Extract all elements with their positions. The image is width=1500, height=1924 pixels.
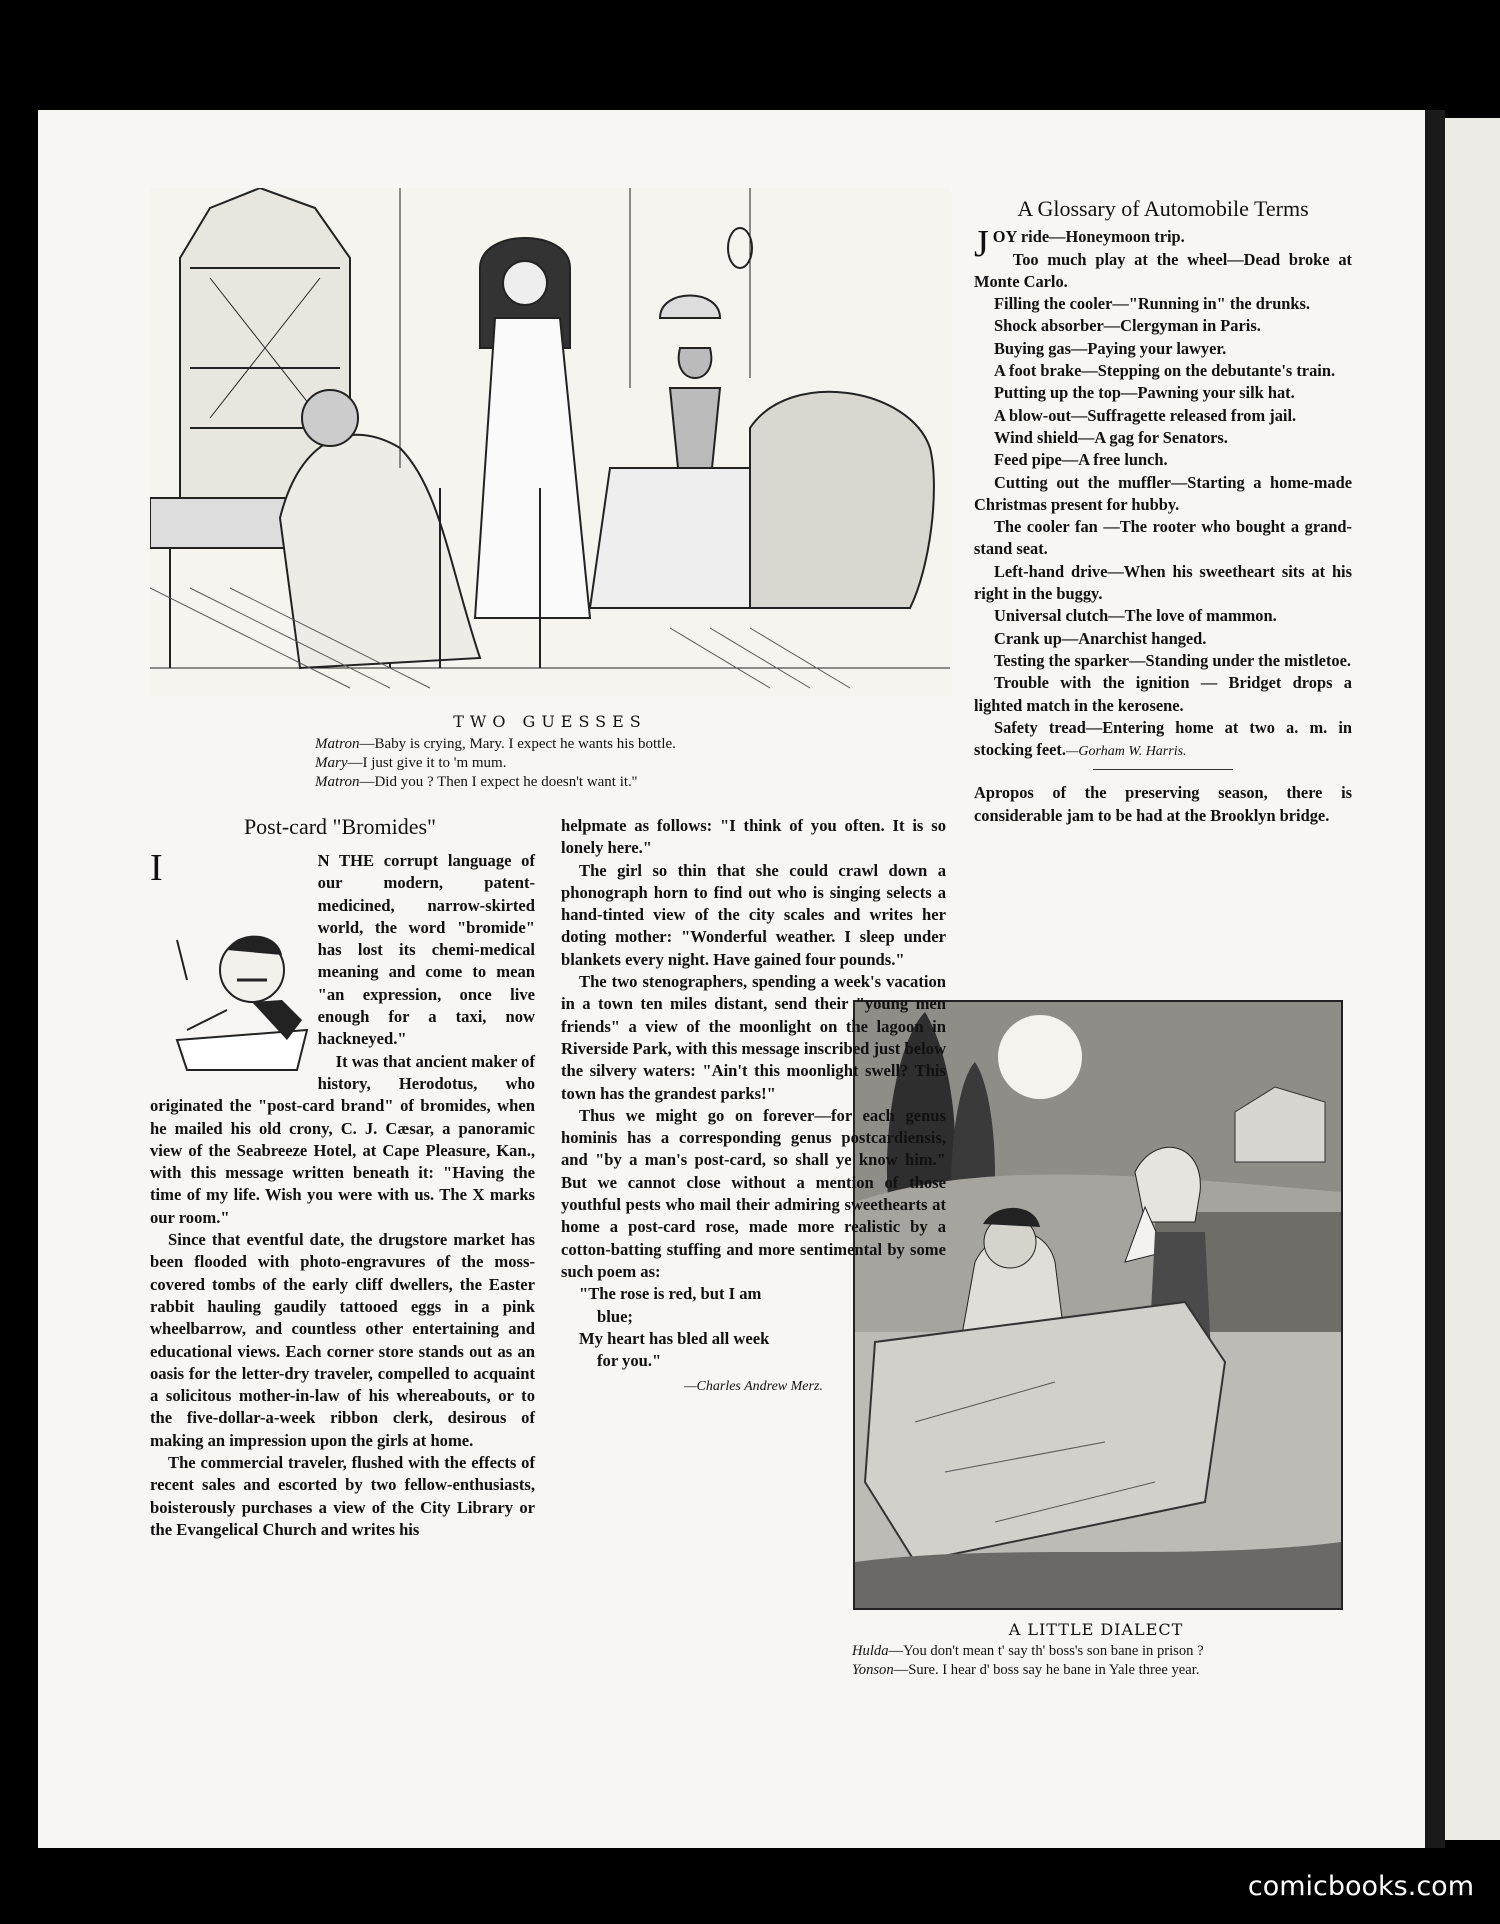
speaker: Hulda bbox=[852, 1643, 889, 1659]
two-guesses-illustration bbox=[150, 188, 950, 696]
speaker: Mary bbox=[315, 755, 348, 771]
glossary-column bbox=[974, 198, 1352, 827]
watermark: comicbooks.com bbox=[1247, 1871, 1474, 1902]
glossary-item: Testing the sparker—Standing under the mistletoe. bbox=[994, 650, 1351, 670]
glossary-item: Safety tread—Entering home at two a. m. in stocking feet.—Gorham W. Harris. bbox=[974, 717, 1352, 760]
next-page-edge bbox=[1445, 118, 1500, 1840]
paragraph: helpmate as follows: "I think of you often. It is so lonely here." bbox=[561, 816, 946, 858]
dialogue-line: Yonson—Sure. I hear d' boss say he bane in Yale three year. bbox=[852, 1662, 1200, 1678]
dialogue-line: Matron—Baby is crying, Mary. I expect he wants his bottle. bbox=[315, 736, 676, 752]
bromides-byline: —Charles Andrew Merz. bbox=[684, 1379, 823, 1395]
little-dialect-caption-title: A LITTLE DIALECT bbox=[1008, 1620, 1184, 1639]
bromides-title: Post-card "Bromides" bbox=[243, 814, 437, 839]
paragraph: The two stenographers, spending a week's vacation in a town ten miles distant, send their "young men friends" a view of the moonlight on the lagoon in Riverside Park, with this message inscribed just below the silvery waters: "Ain't this moonlight swell? This town has the grandest parks!" bbox=[561, 972, 946, 1103]
dialogue-line: Mary—I just give it to 'm mum. bbox=[315, 755, 507, 771]
glossary-item: Left-hand drive—When his sweetheart sits at his right in the buggy. bbox=[974, 561, 1352, 604]
glossary-title: A Glossary of Automobile Terms bbox=[1017, 196, 1309, 221]
poem-line: "The rose is red, but I am bbox=[579, 1284, 762, 1304]
writer-vignette-illustration bbox=[167, 920, 312, 1085]
paragraph: Thus we might go on forever—for each genus hominis has a corresponding genus postcardiensis, and "by a man's post-card, so shall ye know him." But we cannot close without a mention of those youthful pests who mail their admiring sweethearts at home a post-card rose, made more realistic by a cotton-batting stuffing and more sentimental by some such poem as: bbox=[561, 1105, 946, 1281]
dialogue-line: Hulda—You don't mean t' say th' boss's son bane in prison ? bbox=[852, 1643, 1204, 1659]
glossary-item: Buying gas—Paying your lawyer. bbox=[994, 338, 1227, 358]
paragraph: It was that ancient maker of history, Herodotus, who originated the "post-card brand" of bromides, when he mailed his old crony, C. J. Cæsar, a panoramic view of the Seabreeze Hotel, at Cape Pleasure, Kan., with this message written beneath it: "Having the time of my life. Wish you were with us. The X marks our room." bbox=[150, 1051, 535, 1227]
speaker: Yonson bbox=[852, 1662, 894, 1678]
section-divider bbox=[1093, 769, 1233, 770]
two-guesses-caption-title: TWO GUESSES bbox=[453, 712, 647, 731]
glossary-item: A foot brake—Stepping on the debutante's train. bbox=[994, 361, 1336, 381]
paragraph: The girl so thin that she could crawl down a phonograph horn to find out who is singing selects a hand-tinted view of the city scales and writes her doting mother: "Wonderful weather. I sleep under blankets every night. Have gained four pounds." bbox=[561, 860, 946, 969]
parlor-scene-drawing bbox=[150, 188, 950, 696]
glossary-item: Shock absorber—Clergyman in Paris. bbox=[994, 316, 1261, 336]
dialogue-line: Matron—Did you ? Then I expect he doesn't want it.'' bbox=[315, 774, 638, 790]
glossary-item: Too much play at the wheel—Dead broke at Monte Carlo. bbox=[974, 249, 1352, 291]
poem bbox=[561, 1283, 946, 1372]
glossary-item: Wind shield—A gag for Senators. bbox=[994, 427, 1228, 447]
glossary-item: JOY ride—Honeymoon trip. bbox=[974, 223, 1185, 266]
poem-line: for you." bbox=[597, 1351, 662, 1371]
glossary-item: Filling the cooler—"Running in" the drunks. bbox=[994, 294, 1311, 314]
glossary-item: Crank up—Anarchist hanged. bbox=[994, 628, 1207, 648]
glossary-item: Trouble with the ignition — Bridget drops a lighted match in the kerosene. bbox=[974, 673, 1352, 715]
bromides-column-2 bbox=[561, 815, 946, 1399]
speaker: Matron bbox=[315, 736, 360, 752]
drop-cap: J bbox=[974, 223, 989, 266]
paragraph: Since that eventful date, the drugstore market has been flooded with photo-engravures of the moss-covered tombs of the early cliff dwellers, the Easter rabbit hauling gaudily tattooed eggs in a pink wheelbarrow, and countless other entertaining and educational views. Each corner store stands out as an oasis for the letter-dry traveler, compelled to acquaint a solicitous mother-in-law of his whereabouts, or to the five-dollar-a-week ribbon clerk, desirous of making an impression upon the girls at home. bbox=[150, 1230, 535, 1450]
paragraph: I N THE corrupt language of our modern, patent-medicined, narrow-skirted world, the word "bromide" has lost its chemi-medical meaning and come to mean "an expression, once live enough for a taxi, now hackneyed." bbox=[150, 850, 535, 1051]
glossary-byline: —Gorham W. Harris. bbox=[1065, 744, 1187, 760]
little-dialect-dialogue bbox=[852, 1642, 1352, 1680]
poem-line: My heart has bled all week bbox=[579, 1328, 770, 1348]
poem-line: blue; bbox=[597, 1306, 633, 1326]
glossary-item: Cutting out the muffler—Starting a home-made Christmas present for hubby. bbox=[974, 472, 1352, 514]
page-spine bbox=[1425, 110, 1445, 1848]
glossary-item: Putting up the top—Pawning your silk hat. bbox=[994, 383, 1295, 403]
jam-note: Apropos of the preserving season, there is considerable jam to be had at the Brooklyn bridge. bbox=[974, 783, 1352, 825]
drop-cap: I bbox=[150, 847, 163, 889]
glossary-item: Universal clutch—The love of mammon. bbox=[994, 606, 1277, 626]
two-guesses-dialogue bbox=[315, 735, 875, 792]
bromides-column-1 bbox=[150, 847, 535, 1541]
paragraph: The commercial traveler, flushed with the effects of recent sales and escorted by two fellow-enthusiasts, boisterously purchases a view of the City Library or the Evangelical Church and writes his bbox=[150, 1453, 535, 1539]
glossary-item: The cooler fan —The rooter who bought a grand-stand seat. bbox=[974, 517, 1352, 559]
glossary-item: Feed pipe—A free lunch. bbox=[994, 450, 1168, 470]
speaker: Matron bbox=[315, 774, 360, 790]
glossary-item: A blow-out—Suffragette released from jail. bbox=[994, 405, 1297, 425]
